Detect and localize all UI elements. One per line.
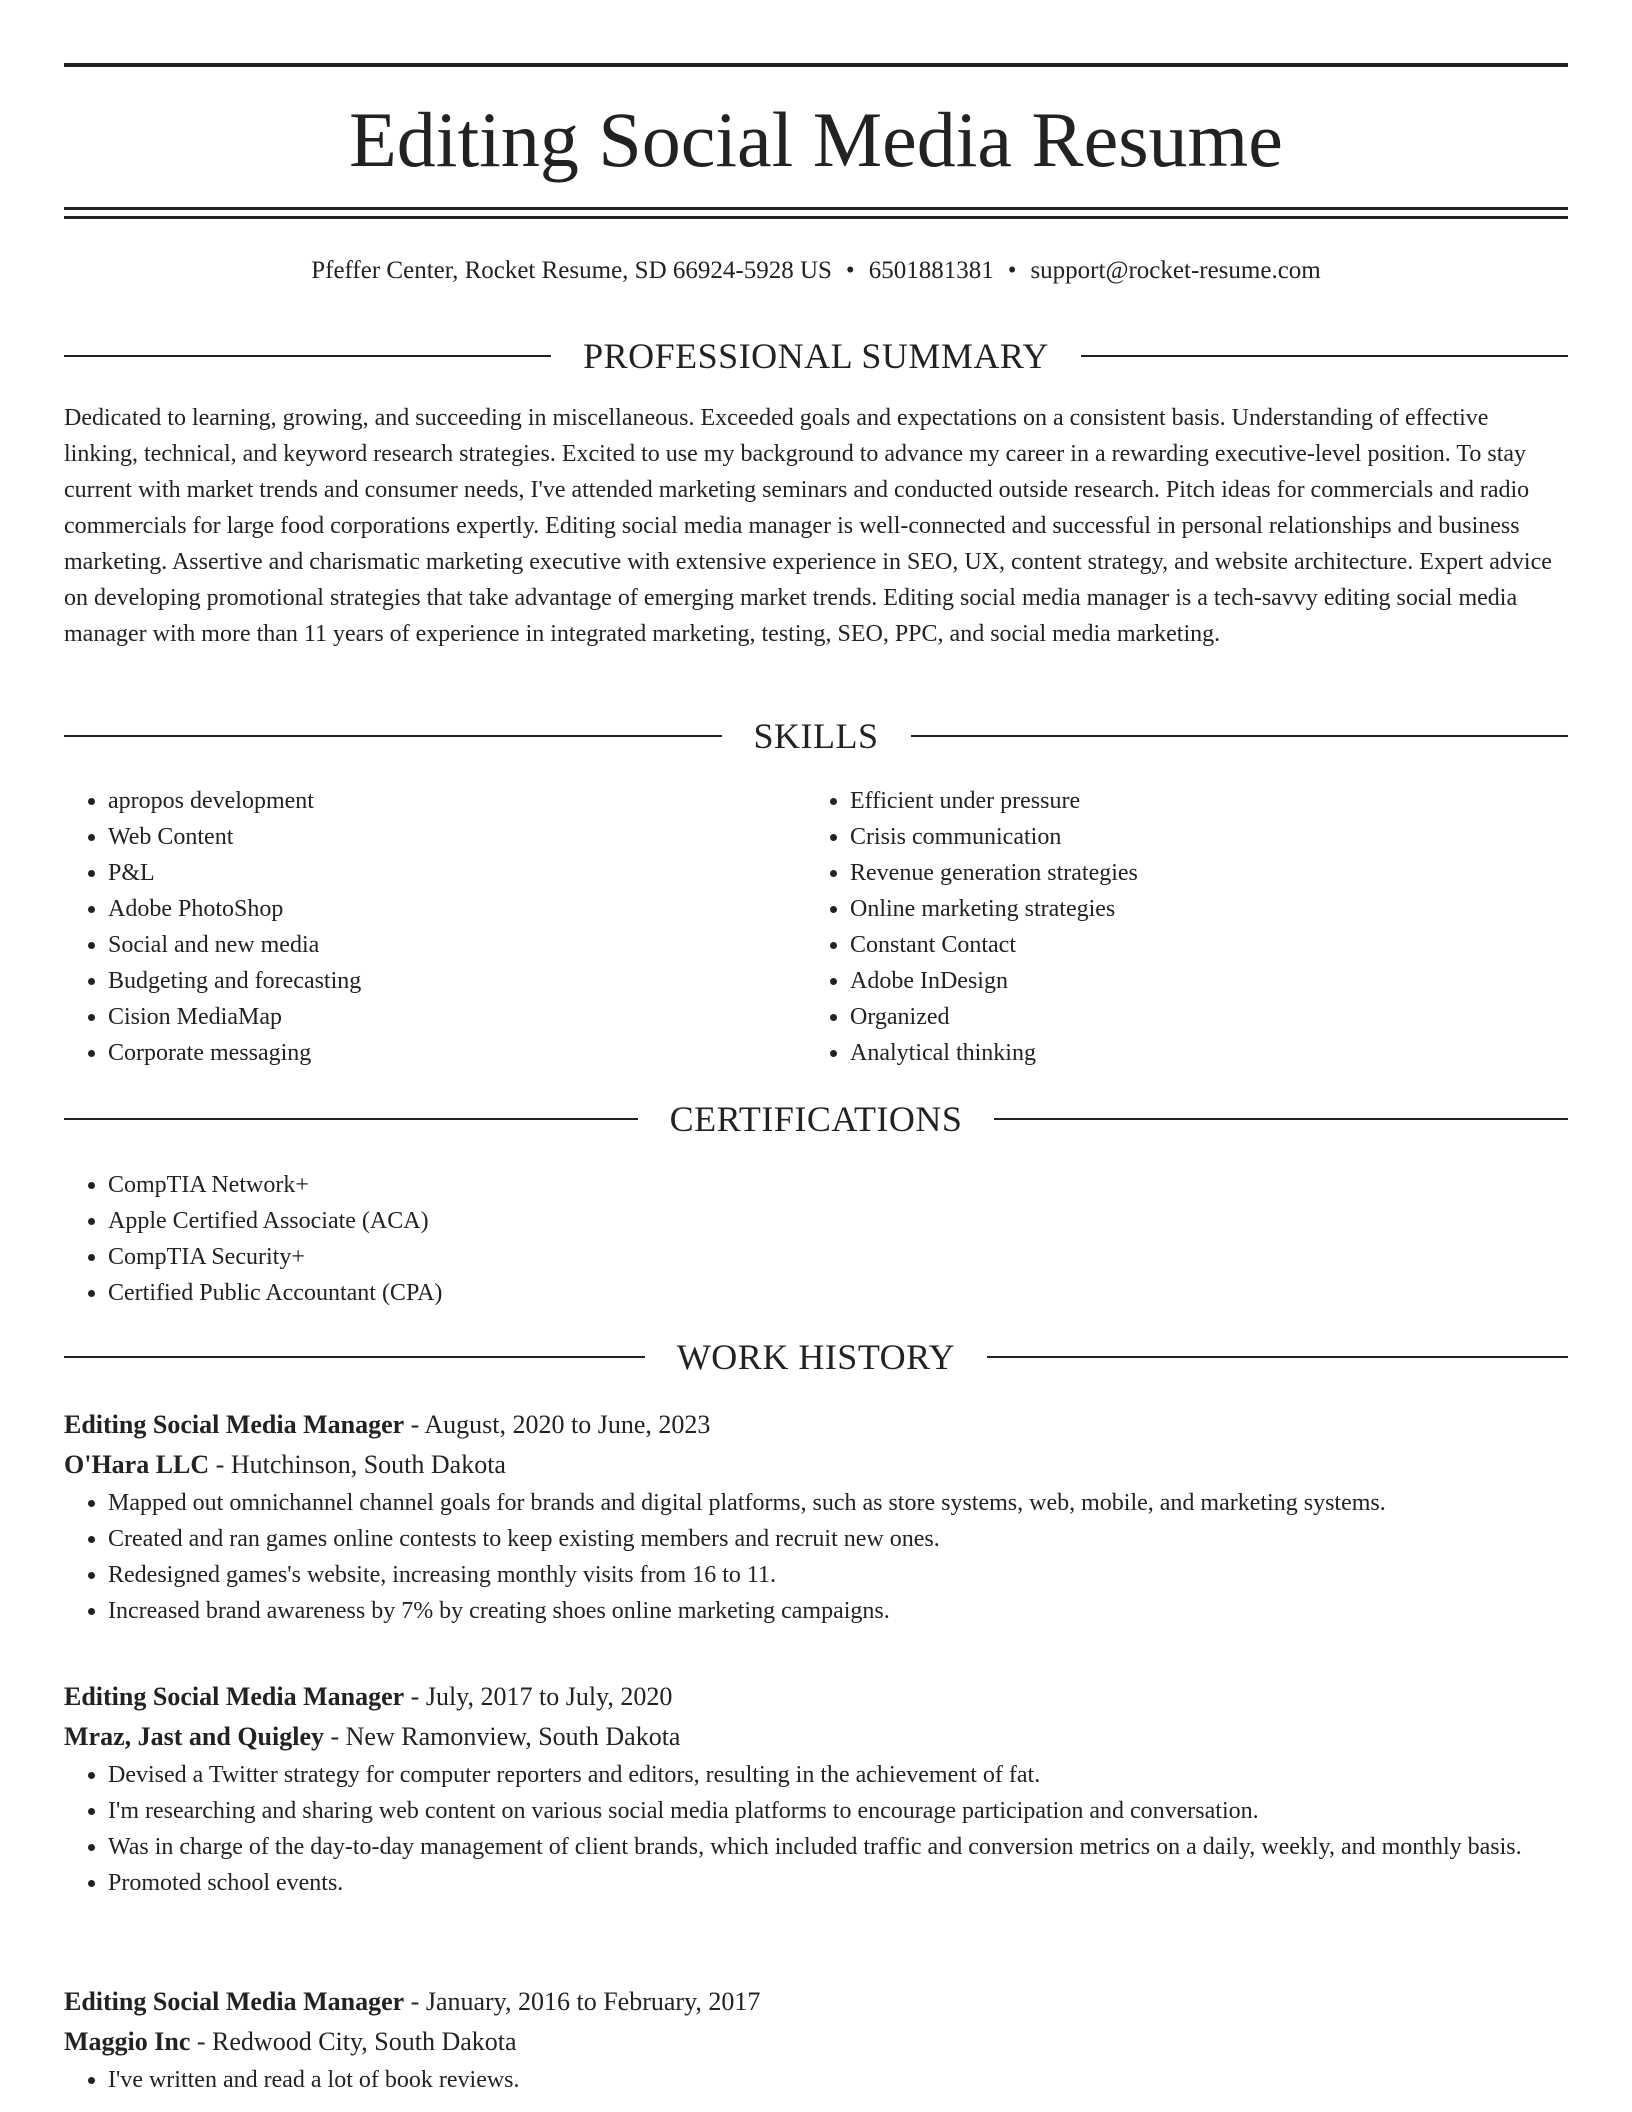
job-company: Mraz, Jast and Quigley (64, 1722, 324, 1751)
heading-rule-right (911, 735, 1569, 737)
skills-heading (64, 714, 1568, 758)
heading-rule-left (64, 1356, 645, 1358)
skills-column-right (806, 783, 1506, 1071)
work-history-heading-label: WORK HISTORY (676, 1337, 956, 1377)
job-bullets (64, 1485, 1568, 1629)
job-location: - Hutchinson, South Dakota (209, 1450, 506, 1479)
skill-item: • Online marketing strategies (850, 891, 1506, 927)
skill-item: • Organized (850, 999, 1506, 1035)
skill-item: • Adobe InDesign (850, 963, 1506, 999)
top-rule (64, 63, 1568, 67)
job-bullet: • Mapped out omnichannel channel goals for brands and digital platforms, such as store systems, web, mobile, and marketing systems. (108, 1485, 1568, 1521)
job-entry (64, 1405, 1568, 1629)
job-dates: - January, 2016 to February, 2017 (404, 1987, 761, 2016)
certification-item: • Certified Public Accountant (CPA) (108, 1275, 1568, 1311)
heading-rule-left (64, 1118, 638, 1120)
skills-list-right (806, 783, 1506, 1071)
job-company-line (64, 1445, 1568, 1485)
summary-heading (64, 334, 1568, 378)
job-company-line (64, 1717, 1568, 1757)
skill-item: • Revenue generation strategies (850, 855, 1506, 891)
job-company: O'Hara LLC (64, 1450, 210, 1479)
job-title: Editing Social Media Manager (64, 1682, 405, 1711)
job-location: - New Ramonview, South Dakota (324, 1722, 681, 1751)
skill-item: • Social and new media (108, 927, 764, 963)
heading-rule-left (64, 735, 722, 737)
job-entry (64, 1982, 1568, 2098)
job-company-line (64, 2022, 1568, 2062)
job-entry (64, 1677, 1568, 1901)
work-history-heading (64, 1335, 1568, 1379)
job-bullet: • Was in charge of the day-to-day management of client brands, which included traffic and conversion metrics on a daily, weekly, and monthly basis. (108, 1829, 1568, 1865)
job-dates: - July, 2017 to July, 2020 (404, 1682, 673, 1711)
skill-item: • Adobe PhotoShop (108, 891, 764, 927)
job-bullet: • Redesigned games's website, increasing monthly visits from 16 to 11. (108, 1557, 1568, 1593)
heading-rule-right (987, 1356, 1568, 1358)
skill-item: • apropos development (108, 783, 764, 819)
job-company: Maggio Inc (64, 2027, 191, 2056)
certification-item: • Apple Certified Associate (ACA) (108, 1203, 1568, 1239)
skill-item: • Corporate messaging (108, 1035, 764, 1071)
heading-rule-right (1081, 355, 1568, 357)
heading-rule-left (64, 355, 551, 357)
job-title: Editing Social Media Manager (64, 1410, 405, 1439)
title-rule-lower (64, 216, 1568, 219)
job-bullet: • Increased brand awareness by 7% by creating shoes online marketing campaigns. (108, 1593, 1568, 1629)
skills-list-left (64, 783, 764, 1071)
job-title: Editing Social Media Manager (64, 1987, 405, 2016)
job-title-line (64, 1677, 1568, 1717)
contact-line (64, 254, 1568, 288)
title-rule-upper (64, 207, 1568, 210)
job-title-line (64, 1982, 1568, 2022)
certification-item: • CompTIA Security+ (108, 1239, 1568, 1275)
job-bullets (64, 2062, 1568, 2098)
job-location: - Redwood City, South Dakota (190, 2027, 517, 2056)
contact-address: Pfeffer Center, Rocket Resume, SD 66924-5928 US (311, 257, 832, 284)
contact-email: support@rocket-resume.com (1030, 257, 1321, 284)
skill-item: • Analytical thinking (850, 1035, 1506, 1071)
job-bullets (64, 1757, 1568, 1901)
skill-item: • Efficient under pressure (850, 783, 1506, 819)
certifications-list (64, 1167, 1568, 1311)
skill-item: • Cision MediaMap (108, 999, 764, 1035)
contact-phone: 6501881381 (868, 257, 994, 284)
skill-item: • Web Content (108, 819, 764, 855)
page-title: Editing Social Media Resume (349, 96, 1283, 183)
contact-separator: • (1007, 257, 1017, 284)
certifications-heading-label: CERTIFICATIONS (669, 1099, 963, 1139)
certifications-heading (64, 1097, 1568, 1141)
skills-column-left (64, 783, 764, 1071)
contact-separator: • (845, 257, 855, 284)
skill-item: • Constant Contact (850, 927, 1506, 963)
job-title-line (64, 1405, 1568, 1445)
job-bullet: • Created and ran games online contests to keep existing members and recruit new ones. (108, 1521, 1568, 1557)
job-bullet: • I'm researching and sharing web content on various social media platforms to encourage participation and conversation. (108, 1793, 1568, 1829)
job-bullet: • Promoted school events. (108, 1865, 1568, 1901)
certifications-block (64, 1167, 1568, 1311)
heading-rule-right (994, 1118, 1568, 1120)
certification-item: • CompTIA Network+ (108, 1167, 1568, 1203)
skill-item: • P&L (108, 855, 764, 891)
job-dates: - August, 2020 to June, 2023 (404, 1410, 711, 1439)
job-bullet: • Devised a Twitter strategy for computer reporters and editors, resulting in the achievement of fat. (108, 1757, 1568, 1793)
skill-item: • Crisis communication (850, 819, 1506, 855)
skills-heading-label: SKILLS (753, 716, 879, 756)
job-bullet: • I've written and read a lot of book reviews. (108, 2062, 1568, 2098)
skill-item: • Budgeting and forecasting (108, 963, 764, 999)
summary-heading-label: PROFESSIONAL SUMMARY (583, 336, 1049, 376)
summary-text: Dedicated to learning, growing, and succeeding in miscellaneous. Exceeded goals and expectations on a consistent basis. Understanding of effective linking, technical, and keyword research strategies. Excited to use my background to advance my career in a rewarding executive-level position. To stay current with market trends and consumer needs, I've attended marketing seminars and conducted outside research. Pitch ideas for commercials and radio commercials for large food corporations expertly. Editing social media manager is well-connected and successful in personal relationships and business marketing. Assertive and charismatic marketing executive with extensive experience in SEO, UX, content strategy, and website architecture. Expert advice on developing promotional strategies that take advantage of emerging market trends. Editing social media manager is a tech-savvy editing social media manager with more than 11 years of experience in integrated marketing, testing, SEO, PPC, and social media marketing. (64, 405, 1552, 647)
